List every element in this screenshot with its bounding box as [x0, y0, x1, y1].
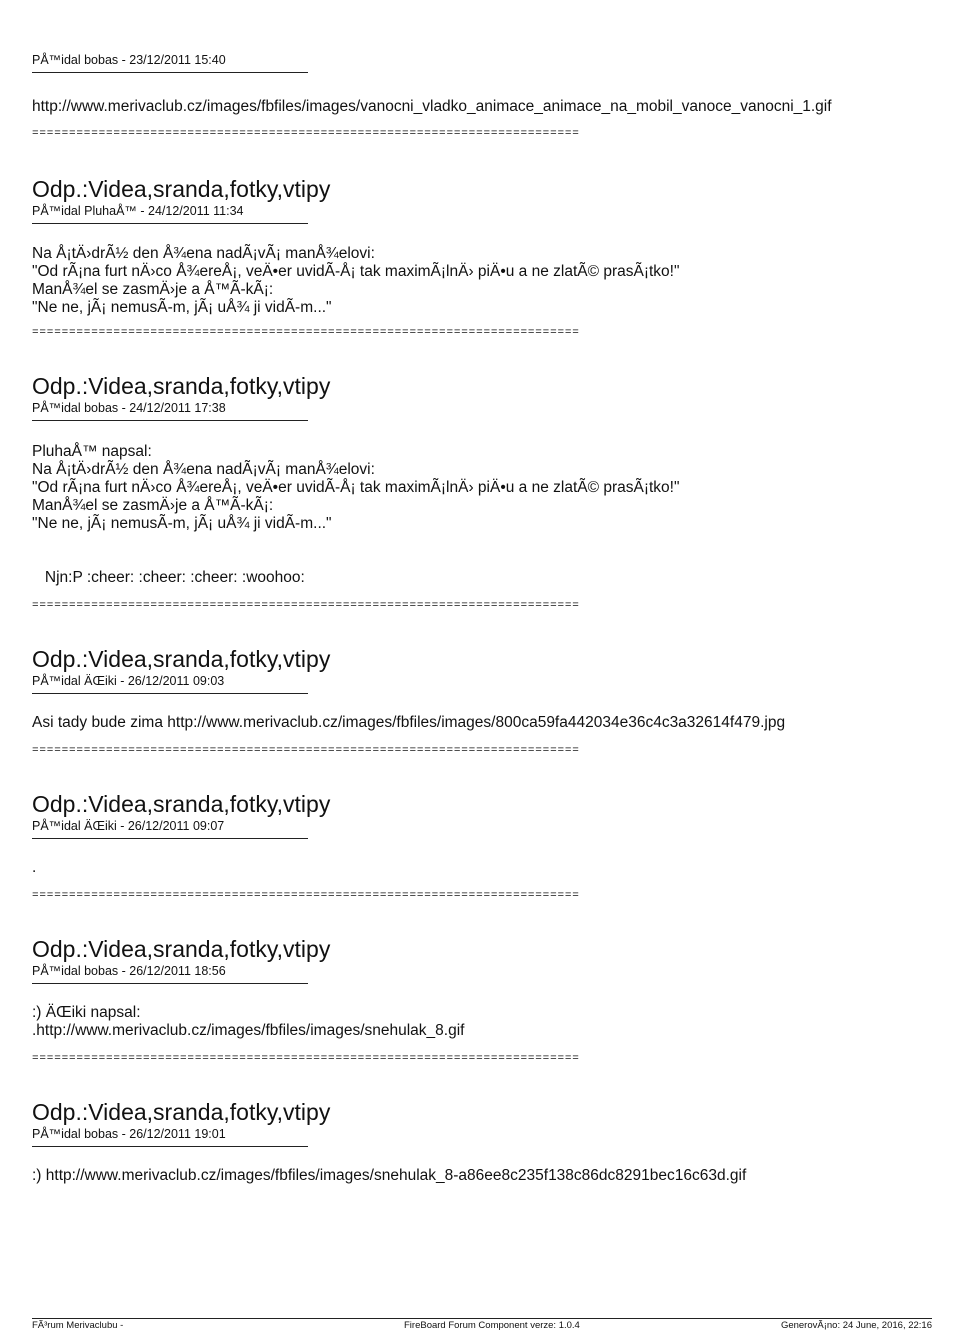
- post-separator: ==========================================================================: [32, 600, 580, 612]
- post-title: Odp.:Videa,sranda,fotky,vtipy: [32, 646, 331, 672]
- meta-divider: [32, 223, 308, 224]
- meta-divider: [32, 983, 308, 984]
- post-title: Odp.:Videa,sranda,fotky,vtipy: [32, 936, 331, 962]
- forum-export-document: [32, 44, 932, 1185]
- post-separator: ==========================================================================: [32, 890, 580, 902]
- forum-post: [32, 935, 932, 1066]
- post-meta: PÅ™idal bobas - 23/12/2011 15:40: [32, 53, 226, 67]
- post-title: Odp.:Videa,sranda,fotky,vtipy: [32, 1099, 331, 1125]
- post-meta: PÅ™idal PluhaÅ™ - 24/12/2011 11:34: [32, 204, 244, 218]
- post-separator: ==========================================================================: [32, 1053, 580, 1065]
- post-separator: ==========================================================================: [32, 745, 580, 757]
- post-meta: PÅ™idal ÄŒiki - 26/12/2011 09:03: [32, 674, 225, 688]
- forum-post: [32, 175, 932, 340]
- post-body: :) http://www.merivaclub.cz/images/fbfiles/images/snehulak_8-a86ee8c235f138c86dc8291bec16c63d.gif: [32, 1167, 747, 1184]
- page-footer: [32, 1318, 932, 1331]
- footer-component-version: FireBoard Forum Component verze: 1.0.4: [404, 1320, 580, 1331]
- post-body: :) ÄŒiki napsal: .http://www.merivaclub.cz/images/fbfiles/images/snehulak_8.gif: [32, 1004, 465, 1039]
- post-body: Na Å¡tÄ›drÃ½ den Å¾ena nadÃ¡vÃ¡ manÅ¾elovi: "Od rÃ¡na furt nÄ›co Å¾ereÅ¡, veÄ•er uvidÃ-Å¡ tak maximÃ¡lnÄ› piÄ•u a ne zlatÃ© prasÃ¡tko!" ManÅ¾el se zasmÄ›je a Å™Ã-kÃ¡: "Ne ne, jÃ¡ nemusÃ-m, jÃ¡ uÅ¾ ji vidÃ-m...": [32, 245, 680, 316]
- post-body: .: [32, 859, 37, 876]
- post-body: PluhaÅ™ napsal: Na Å¡tÄ›drÃ½ den Å¾ena nadÃ¡vÃ¡ manÅ¾elovi: "Od rÃ¡na furt nÄ›co Å¾ereÅ¡, veÄ•er uvidÃ-Å¡ tak maximÃ¡lnÄ› piÄ•u a ne zlatÃ© prasÃ¡tko!" ManÅ¾el se zasmÄ›je a Å™Ã-kÃ¡: "Ne ne, jÃ¡ nemusÃ-m, jÃ¡ uÅ¾ ji vidÃ-m..." Njn:P :cheer: :cheer: :cheer: :woohoo:: [32, 443, 680, 586]
- meta-divider: [32, 72, 308, 73]
- forum-post: [32, 372, 932, 613]
- post-meta: PÅ™idal bobas - 26/12/2011 18:56: [32, 964, 226, 978]
- post-title: Odp.:Videa,sranda,fotky,vtipy: [32, 373, 331, 399]
- post-separator: ==========================================================================: [32, 128, 580, 140]
- footer-site-name: FÃ³rum Merivaclubu -: [32, 1320, 124, 1331]
- post-meta: PÅ™idal ÄŒiki - 26/12/2011 09:07: [32, 819, 225, 833]
- post-body: Asi tady bude zima http://www.merivaclub.cz/images/fbfiles/images/800ca59fa442034e36c4c3a32614f479.jpg: [32, 714, 786, 731]
- footer-generated-date: GenerovÃ¡no: 24 June, 2016, 22:16: [780, 1320, 932, 1331]
- forum-post: [32, 645, 932, 758]
- forum-post: [32, 1098, 932, 1185]
- forum-post: [32, 52, 932, 141]
- meta-divider: [32, 693, 308, 694]
- meta-divider: [32, 420, 308, 421]
- meta-divider: [32, 1146, 308, 1147]
- post-body: http://www.merivaclub.cz/images/fbfiles/images/vanocni_vladko_animace_animace_na_mobil_vanoce_vanocni_1.gif: [32, 98, 832, 115]
- forum-post: [32, 790, 932, 903]
- post-meta: PÅ™idal bobas - 26/12/2011 19:01: [32, 1127, 226, 1141]
- meta-divider: [32, 838, 308, 839]
- post-separator: ==========================================================================: [32, 327, 580, 339]
- post-title: Odp.:Videa,sranda,fotky,vtipy: [32, 176, 331, 202]
- post-title: Odp.:Videa,sranda,fotky,vtipy: [32, 791, 331, 817]
- post-meta: PÅ™idal bobas - 24/12/2011 17:38: [32, 401, 226, 415]
